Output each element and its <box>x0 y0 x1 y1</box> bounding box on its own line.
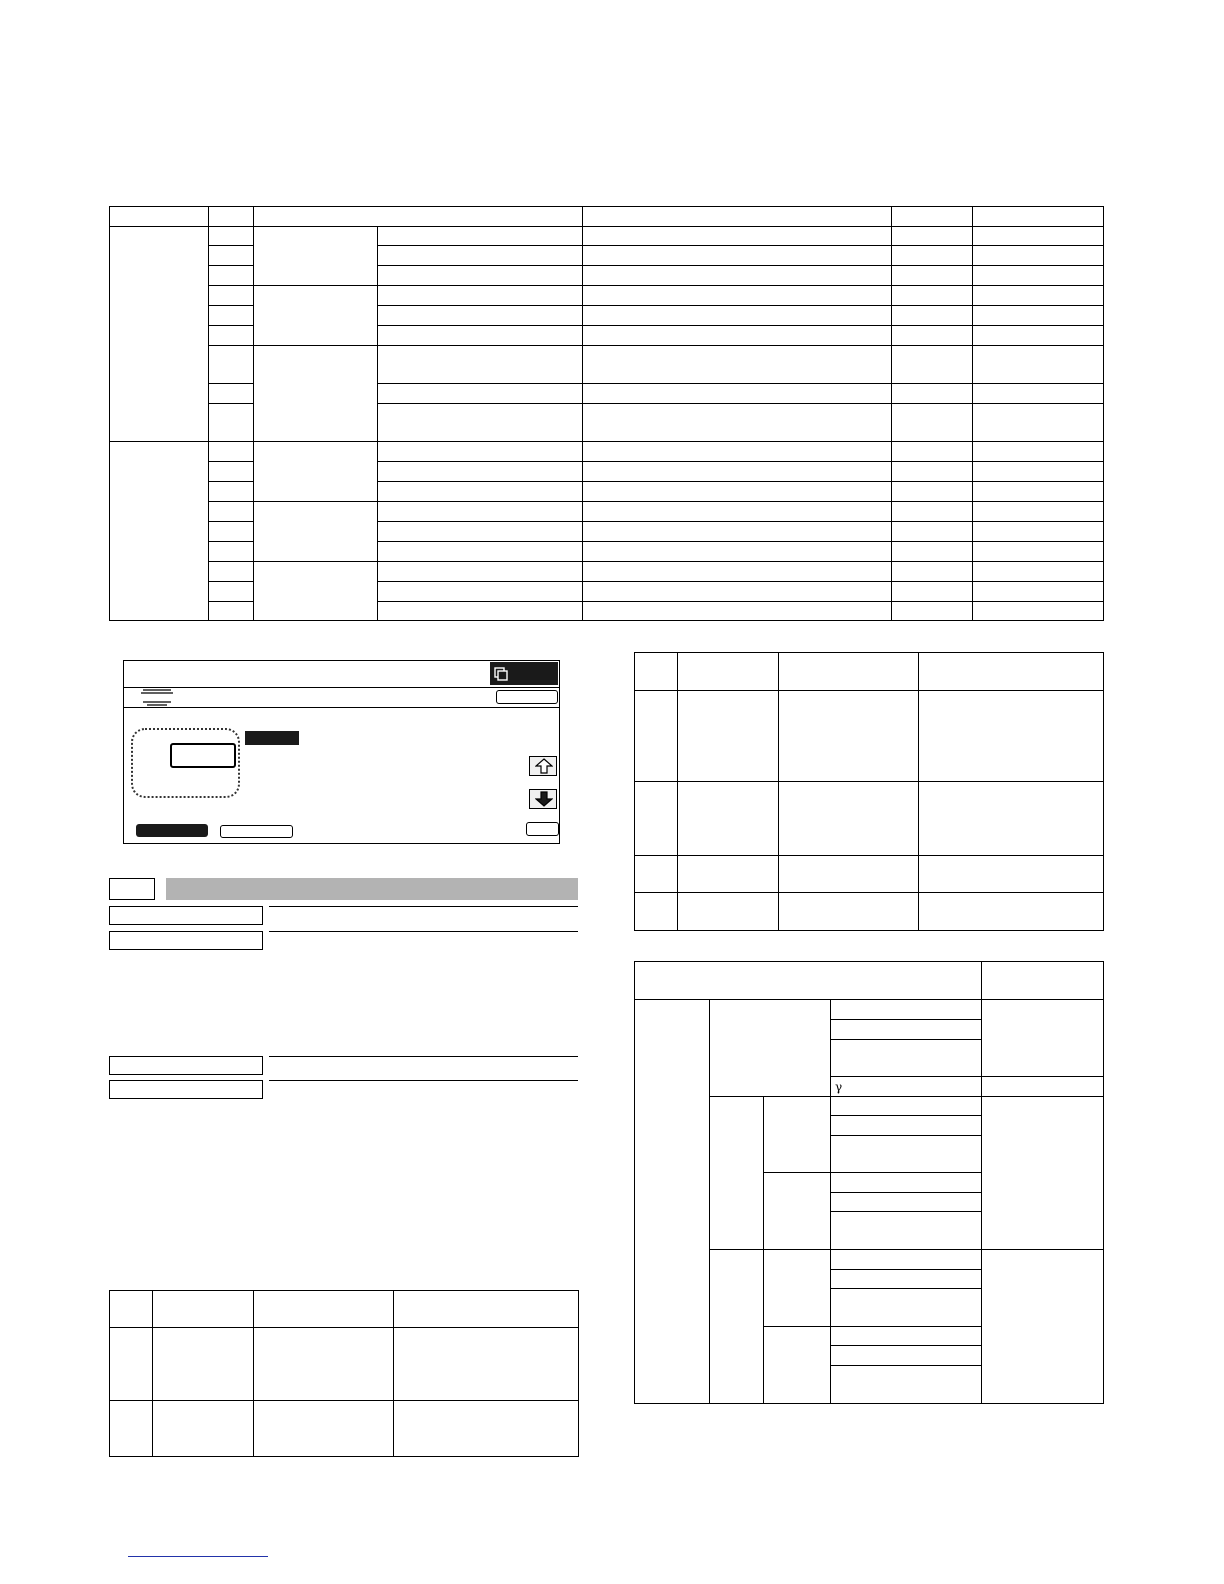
table-cell <box>254 1401 394 1457</box>
table-cell <box>892 227 973 246</box>
table-cell <box>831 1346 982 1366</box>
table-cell <box>378 286 583 306</box>
table-cell <box>892 562 973 582</box>
table-cell <box>892 286 973 306</box>
item-label-box <box>109 931 263 950</box>
section-title-bar <box>166 878 578 900</box>
table-cell <box>583 442 892 462</box>
table-cell <box>710 1250 764 1404</box>
table-cell <box>153 1401 254 1457</box>
table-cell <box>764 1250 831 1327</box>
table-cell <box>892 442 973 462</box>
tab-inactive[interactable] <box>220 825 293 838</box>
subgroup-label <box>254 227 378 286</box>
table-cell <box>209 346 254 384</box>
table-cell <box>919 691 1104 782</box>
table-cell <box>110 1328 153 1401</box>
table-cell <box>583 462 892 482</box>
table-cell <box>209 306 254 326</box>
table-cell <box>973 462 1104 482</box>
table-cell <box>779 856 919 893</box>
table-cell <box>831 1116 982 1136</box>
table-cell <box>973 522 1104 542</box>
rule-line <box>269 1080 578 1081</box>
table-cell <box>209 246 254 266</box>
table-cell <box>583 404 892 442</box>
table-cell <box>209 582 254 602</box>
scroll-down-button[interactable] <box>529 789 557 809</box>
gamma-cell <box>831 1077 982 1097</box>
table-cell <box>892 602 973 621</box>
table-cell <box>635 893 678 931</box>
table-cell <box>209 502 254 522</box>
table-cell <box>973 286 1104 306</box>
table-cell <box>678 691 779 782</box>
table-cell <box>583 326 892 346</box>
setting-table <box>634 961 1104 1404</box>
item-label-box <box>109 1080 263 1099</box>
table-cell <box>973 326 1104 346</box>
operation-panel-screen <box>123 660 560 844</box>
table-cell <box>583 346 892 384</box>
table-cell <box>831 1136 982 1173</box>
table-cell <box>583 227 892 246</box>
table-cell <box>973 482 1104 502</box>
sub-bar-button[interactable] <box>496 690 558 704</box>
table-cell <box>892 482 973 502</box>
table-cell <box>982 1000 1104 1077</box>
table-cell <box>583 384 892 404</box>
table-cell <box>892 306 973 326</box>
small-table-right <box>634 652 1104 931</box>
table-cell <box>919 782 1104 856</box>
table-cell <box>973 384 1104 404</box>
table-cell <box>209 266 254 286</box>
table-cell <box>764 1173 831 1250</box>
table-cell <box>973 542 1104 562</box>
rule-line <box>269 906 578 907</box>
table-cell <box>973 346 1104 384</box>
subgroup-label <box>254 286 378 346</box>
copy-icon <box>494 667 508 681</box>
subgroup-label <box>254 442 378 502</box>
table-cell <box>919 856 1104 893</box>
table-cell <box>378 562 583 582</box>
table-cell <box>378 482 583 502</box>
table-cell <box>678 782 779 856</box>
table-cell <box>973 602 1104 621</box>
table-cell <box>583 246 892 266</box>
table-cell <box>378 266 583 286</box>
menu-icon <box>140 686 174 706</box>
table-cell <box>831 1097 982 1116</box>
header-cell <box>254 1291 394 1328</box>
main-header-cell <box>110 207 209 227</box>
ok-button[interactable] <box>526 822 559 836</box>
main-header-cell <box>254 207 583 227</box>
tab-active[interactable] <box>136 824 208 837</box>
table-cell <box>583 266 892 286</box>
table-cell <box>583 562 892 582</box>
item-label-box <box>109 1056 263 1075</box>
value-field[interactable] <box>170 743 236 768</box>
table-cell <box>209 522 254 542</box>
header-cell <box>635 962 982 1000</box>
table-cell <box>831 1289 982 1327</box>
table-cell <box>583 582 892 602</box>
table-cell <box>209 286 254 306</box>
table-cell <box>209 442 254 462</box>
selection-area <box>131 728 240 798</box>
table-cell <box>378 542 583 562</box>
table-cell <box>378 602 583 621</box>
table-cell <box>153 1328 254 1401</box>
main-header-cell <box>892 207 973 227</box>
small-table-left <box>109 1290 579 1457</box>
table-cell <box>635 1000 710 1404</box>
main-header-cell <box>583 207 892 227</box>
group-label <box>110 442 209 621</box>
screen-sub-bar <box>124 688 559 708</box>
item-label-box <box>109 906 263 925</box>
table-cell <box>378 246 583 266</box>
table-cell <box>378 522 583 542</box>
table-cell <box>831 1366 982 1404</box>
table-cell <box>779 893 919 931</box>
main-header-cell <box>209 207 254 227</box>
footer-link-underline[interactable] <box>128 1556 268 1557</box>
table-cell <box>394 1328 579 1401</box>
table-cell <box>831 1000 982 1020</box>
table-cell <box>378 227 583 246</box>
table-cell <box>892 346 973 384</box>
table-cell <box>209 542 254 562</box>
header-cell <box>678 653 779 691</box>
table-cell <box>973 582 1104 602</box>
table-cell <box>378 306 583 326</box>
table-cell <box>831 1270 982 1289</box>
table-cell <box>209 462 254 482</box>
table-cell <box>973 562 1104 582</box>
table-cell <box>583 502 892 522</box>
table-cell <box>209 602 254 621</box>
table-cell <box>892 384 973 404</box>
table-cell <box>973 306 1104 326</box>
table-cell <box>973 442 1104 462</box>
table-cell <box>973 266 1104 286</box>
section-number-box <box>109 878 155 900</box>
table-cell <box>635 856 678 893</box>
table-cell <box>764 1097 831 1173</box>
highlight-label <box>245 731 299 745</box>
table-cell <box>583 602 892 621</box>
table-cell <box>982 1250 1104 1404</box>
table-cell <box>110 1401 153 1457</box>
table-cell <box>394 1401 579 1457</box>
table-cell <box>831 1250 982 1270</box>
subgroup-label <box>254 346 378 442</box>
table-cell <box>209 227 254 246</box>
table-cell <box>378 442 583 462</box>
up-arrow-icon <box>535 758 553 774</box>
table-cell <box>254 1328 394 1401</box>
table-cell <box>209 384 254 404</box>
table-cell <box>378 346 583 384</box>
header-cell <box>919 653 1104 691</box>
table-cell <box>892 522 973 542</box>
table-cell <box>831 1212 982 1250</box>
table-cell <box>583 522 892 542</box>
table-cell <box>973 502 1104 522</box>
table-cell <box>378 384 583 404</box>
table-cell <box>831 1327 982 1346</box>
table-cell <box>209 326 254 346</box>
table-cell <box>378 326 583 346</box>
table-cell <box>209 404 254 442</box>
table-cell <box>973 246 1104 266</box>
table-cell <box>919 893 1104 931</box>
table-cell <box>678 856 779 893</box>
table-cell <box>831 1193 982 1212</box>
copy-tab[interactable] <box>490 662 558 685</box>
table-cell <box>831 1173 982 1193</box>
table-cell <box>764 1327 831 1404</box>
table-cell <box>779 782 919 856</box>
table-cell <box>678 893 779 931</box>
group-label <box>110 227 209 442</box>
gamma-label: γ <box>835 1079 843 1094</box>
rule-line <box>269 931 578 932</box>
header-cell <box>635 653 678 691</box>
header-cell <box>779 653 919 691</box>
header-cell <box>110 1291 153 1328</box>
table-cell <box>892 246 973 266</box>
table-cell <box>378 462 583 482</box>
down-arrow-icon <box>535 791 553 807</box>
table-cell <box>378 502 583 522</box>
main-header-cell <box>973 207 1104 227</box>
header-cell <box>982 962 1104 1000</box>
table-cell <box>378 404 583 442</box>
table-cell <box>892 404 973 442</box>
table-cell <box>583 286 892 306</box>
screen-title-bar <box>124 661 559 688</box>
table-cell <box>973 404 1104 442</box>
table-cell <box>892 266 973 286</box>
rule-line <box>269 1056 578 1057</box>
table-cell <box>779 691 919 782</box>
table-cell <box>892 462 973 482</box>
table-cell <box>209 562 254 582</box>
table-cell <box>710 1000 831 1097</box>
subgroup-label <box>254 562 378 621</box>
main-table <box>109 206 1104 621</box>
table-cell <box>209 482 254 502</box>
subgroup-label <box>254 502 378 562</box>
table-cell <box>982 1077 1104 1097</box>
table-cell <box>892 582 973 602</box>
table-cell <box>892 542 973 562</box>
header-cell <box>394 1291 579 1328</box>
table-cell <box>583 306 892 326</box>
table-cell <box>635 691 678 782</box>
table-cell <box>710 1097 764 1250</box>
scroll-up-button[interactable] <box>529 756 557 776</box>
table-cell <box>378 582 583 602</box>
header-cell <box>153 1291 254 1328</box>
table-cell <box>583 542 892 562</box>
table-cell <box>973 227 1104 246</box>
table-cell <box>892 502 973 522</box>
table-cell <box>831 1040 982 1077</box>
table-cell <box>635 782 678 856</box>
table-cell <box>892 326 973 346</box>
table-cell <box>982 1097 1104 1250</box>
table-cell <box>831 1020 982 1040</box>
table-cell <box>583 482 892 502</box>
